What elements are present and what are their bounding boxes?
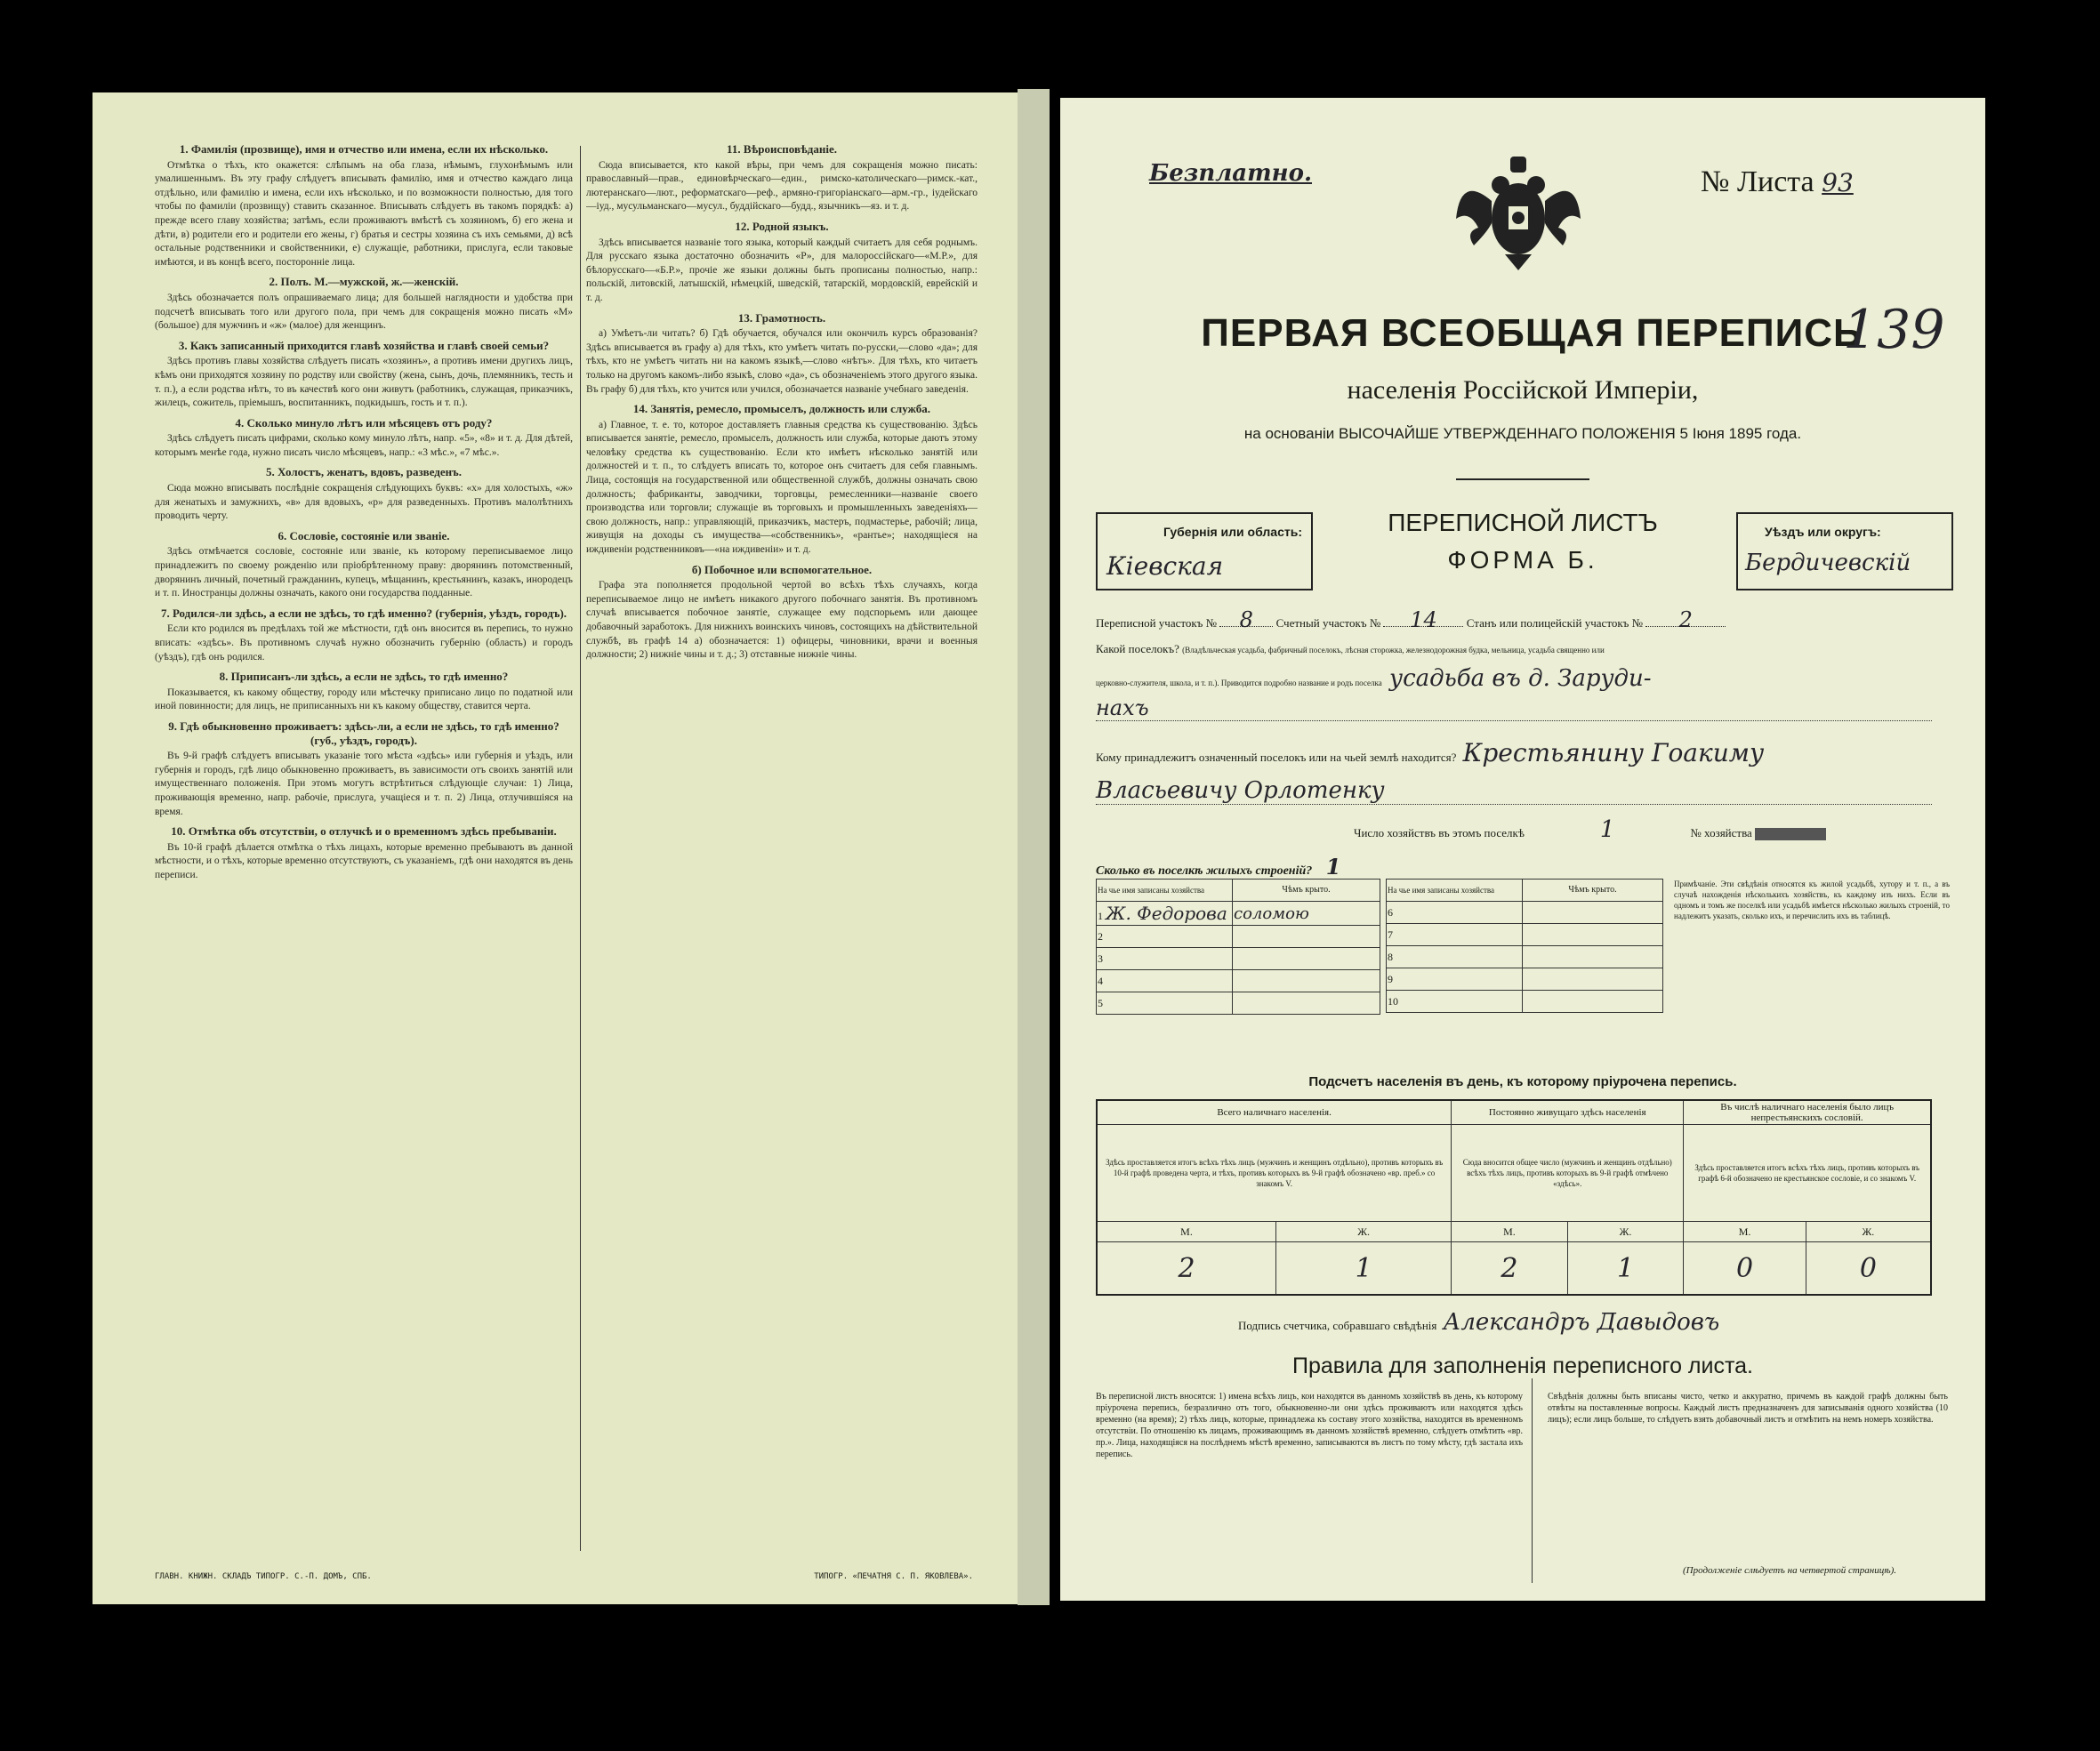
settlement-line: Какой поселокъ? (Владѣльческая усадьба, фабричный поселокъ, лѣсная сторожка, железнодорожная будка, мельница, усадьба священно или (1096, 642, 1605, 655)
owner-line: Кому принадлежитъ означенный поселокъ или на чьей землѣ находится? Крестьянину Гоакиму (1096, 738, 1765, 767)
gubernia-value: Кіевская (1106, 551, 1224, 581)
buildings-line: Сколько въ поселкѣ жилыхъ строеній? 1 (1096, 854, 1341, 880)
instruction-heading: 6. Сословіе, состояніе или званіе. (278, 528, 450, 542)
instruction-text: Здѣсь слѣдуетъ писать цифрами, сколько кому минуло лѣтъ, напр. «5», «8» и т. д. Для дѣтей, которымъ менѣе года, нужно писать число мѣсяцевъ, напр.: «3 мѣс.», «7 мѣс.». (155, 433, 573, 458)
instruction-heading: 3. Какъ записанный приходится главѣ хозяйства и главѣ своей семьи? (178, 338, 550, 352)
instruction-text: Здѣсь обозначается полъ опрашиваемаго лица; для большей наглядности и удобства при подсчетѣ вписывать того или другого пола, при чемъ для сокращенія можно писать «М» (большое) для мужчинъ и «ж» (малое) для женщинъ. (155, 292, 573, 332)
instruction-text: Въ 9-й графѣ слѣдуетъ вписывать указаніе того мѣста «здѣсь» или губернія и уѣздъ, или губернія и городъ, гдѣ лицо обыкновенно проживаетъ, въ зависимости отъ своихъ занятій или имущественнаго положенія. При этомъ могутъ встрѣтиться слѣдующіе случаи: 1) Лица, проживающія временно, напр. рабочіе, прислуга, учащіеся и т. п. 2) Лица, отлучившіяся на время. (155, 751, 573, 817)
left-page (93, 92, 1018, 1604)
buildings-table-left: На чье имя записаны хозяйства Чѣмъ крыто. 1 Ж. Федорова соломою 2 3 4 5 (1096, 879, 1380, 1015)
instruction-heading: 1. Фамилія (прозвище), имя и отчество или имена, если их нѣсколько. (179, 142, 549, 156)
count-cell: 1 (1276, 1242, 1452, 1296)
rules-title: Правила для заполненія переписного листа. (1292, 1353, 1753, 1378)
count-cell: 1 (1567, 1242, 1684, 1296)
uezd-value: Бердичевскій (1745, 550, 1911, 576)
count-title: Подсчетъ населенія въ день, къ которому пріурочена перепись. (1308, 1074, 1737, 1089)
count-cell: 2 (1097, 1242, 1276, 1296)
uezd-box: Уѣздъ или округъ: Бердичевскій (1736, 512, 1953, 590)
police-district-value: 2 (1645, 614, 1726, 627)
redacted-mark (1755, 828, 1826, 840)
instruction-text: Здѣсь отмѣчается сословіе, состояніе или званіе, къ которому переписываемое лицо принадлежитъ по своему рожденію или пріобрѣтенному праву: дворянинъ потомственный, дворянинъ личный, почетный гражданинъ, купецъ, мѣщанинъ, крестьянинъ, казакъ, инородецъ и т. п. Иностранцы должны означать, какого они государства подданные. (155, 546, 573, 599)
owner-value: Крестьянину Гоакиму (1462, 738, 1765, 767)
instruction-heading: 4. Сколько минуло лѣтъ или мѣсяцевъ отъ роду? (235, 415, 493, 430)
double-headed-eagle-emblem (1452, 148, 1585, 272)
households-line: Число хозяйствъ въ этомъ поселкѣ 1 № хозяйства (1354, 816, 1950, 843)
households-value: 1 (1599, 816, 1615, 843)
instruction-text: а) Умѣетъ-ли читать? б) Гдѣ обучается, обучался или окончилъ курсъ образованія? Здѣсь вписывается въ графу а) для тѣхъ, кто умѣетъ читать по-русски,—слово «да»; для тѣхъ, кто не умѣетъ читать ни на какомъ языкѣ,—слово «нѣтъ». Для тѣхъ, кто читаетъ только на другомъ какомъ-либо языкѣ, слово «да», съ обозначеніемъ этого другого языка. Въ графу б) для тѣхъ, кто учится или учился, обозначается названіе учебнаго заведенія. (586, 328, 978, 395)
census-subtitle: населенія Россійской Имперіи, (1347, 375, 1699, 405)
rule (1456, 478, 1589, 480)
instruction-heading: 9. Гдѣ обыкновенно проживаетъ: здѣсь-ли, а если не здѣсь, то гдѣ именно? (губ., уѣздъ, городъ). (168, 719, 559, 747)
sheet-number-label: № Листа 93 (1701, 165, 1854, 198)
instruction-heading: 12. Родной языкъ. (735, 219, 829, 233)
buildings-table-right: На чье имя записаны хозяйства Чѣмъ крыто. 6 7 8 9 10 (1386, 879, 1663, 1013)
instruction-text: Сюда вписывается, кто какой вѣры, при чемъ для сокращенія можно писать: православный—прав., единовѣрческаго—един., римско-католическаго—римск.-кат., лютеранскаго—лют., реформатскаго—реф., армяно-григоріанскаго—арм.-гр., іудейскаго—іуд., мусульманскаго—мусул., буддійскаго—будд., язычникъ—яз. и т. д. (586, 159, 978, 213)
signature-line: Подпись счетчика, собравшаго свѣдѣнія Александръ Давыдовъ (1238, 1309, 1720, 1336)
settlement-value: усадьба въ д. Заруди- (1388, 665, 1652, 692)
instruction-text: Показывается, къ какому обществу, городу или мѣстечку приписано лицо по податной или иной повинности; для лицъ, не приписанныхъ ни къ какому обществу, ставится черта. (155, 687, 573, 712)
instruction-heading: 14. Занятія, ремесло, промыселъ, должность или служба. (632, 402, 931, 416)
count-cell: 2 (1452, 1242, 1568, 1296)
sheet-number-value: 93 (1822, 168, 1854, 197)
buildings-value: 1 (1325, 854, 1341, 880)
footer-left: ГЛАВН. КНИЖН. СКЛАДЪ ТИПОГР. С.-П. ДОМЪ, СПБ. (155, 1572, 372, 1581)
book-gutter (1018, 89, 1050, 1605)
instruction-heading: б) Побочное или вспомогательное. (691, 562, 873, 576)
form-title: ПЕРЕПИСНОЙ ЛИСТЪ ФОРМА Б. (1388, 509, 1658, 574)
count-cell: 0 (1806, 1242, 1931, 1296)
district-line: Переписной участокъ № 8 Счетный участокъ № 14 Станъ или полицейскій участокъ № 2 (1096, 614, 1950, 630)
free-label: Безплатно. (1149, 160, 1312, 187)
census-title: ПЕРВАЯ ВСЕОБЩАЯ ПЕРЕПИСЬ (1201, 311, 1863, 355)
instructions-column-left (155, 137, 573, 1560)
buildings-note: Примѣчаніе. Эти свѣдѣнія относятся къ жилой усадьбѣ, хутору и т. п., а въ случаѣ нахожденія нѣсколькихъ хозяйствъ, къ каждому изъ нихъ. Если въ одномъ и томъ же поселкѣ или усадьбѣ имѣется нѣсколько жилыхъ строеній, то надлежитъ указать, сколько ихъ, и перечислить ихъ въ таблицѣ. (1674, 880, 1950, 920)
instruction-text: Если кто родился въ предѣлахъ той же мѣстности, гдѣ онъ вносится въ перепись, то нужно вписать: «здѣсь». Въ противномъ случаѣ нужно обозначить губернію (область) и городъ (уѣздъ), гдѣ онъ родился. (155, 623, 573, 663)
instruction-heading: 7. Родился-ли здѣсь, а если не здѣсь, то гдѣ именно? (губернія, уѣздъ, городъ). (160, 606, 567, 620)
gubernia-box: Губернія или область: Кіевская (1096, 512, 1313, 590)
instruction-text: Отмѣтка о тѣхъ, кто окажется: слѣпымъ на оба глаза, нѣмымъ, глухонѣмымъ или умалишеннымъ. Въ эту графу слѣдуетъ вписывать фамилію, имя и отчество каждаго лица отдѣльно, или фамилію и имена, если ихъ нѣсколько, и по возможности полностью, для того чтобы по фамиліи (прозвищу) ставить сказанное. Вписывать слѣдуетъ въ такомъ порядкѣ: а) прежде всего главу хозяйства; затѣмъ, если проживаютъ вмѣстѣ съ хозяиномъ, б) его жена и дѣти, в) родители его и родители его жены, г) братья и сестры хозяина съ ихъ семьями, д) всѣ остальные родственники и свойственники, е) служащіе, работники, прислуга, если таковые имѣются, и въ концѣ всего, посторонніе лица. (155, 159, 573, 268)
roof-cell: соломою (1233, 902, 1380, 926)
owner-value-2: Власьевичу Орлотенку (1096, 777, 1932, 805)
instruction-heading: 13. Грамотность. (737, 310, 826, 325)
instruction-heading: 10. Отмѣтка объ отсутствіи, о отлучкѣ и о временномъ здѣсь пребываніи. (171, 824, 557, 839)
census-form-page (1060, 98, 1985, 1601)
continuation-note: (Продолженіе слѣдуетъ на четвертой страницѣ). (1683, 1565, 1896, 1576)
instructions-column-right (586, 137, 978, 1560)
rules-text-left: Въ переписной листъ вносятся: 1) имена всѣхъ лицъ, кои находятся въ данномъ хозяйствѣ въ день, къ которому пріурочена перепись, безразлично отъ того, обыкновенно-ли они здѣсь проживаютъ или находятся здѣсь временно (на время); 2) тѣхъ лицъ, которые, принадлежа къ составу этого хозяйства, находятся въ временномъ отсутствіи. По отношенію къ лицамъ, проживающимъ въ данномъ хозяйствѣ временно, слѣдуетъ отмѣтить «вр. пр.». Лица, находящіяся на послѣднемъ мѣстѣ временно, записываются въ листъ по тому мѣсту, гдѣ застала ихъ перепись. (1096, 1392, 1523, 1459)
census-basis: на основаніи ВЫСОЧАЙШЕ УТВЕРЖДЕННАГО ПОЛОЖЕНІЯ 5 Іюня 1895 года. (1243, 425, 1802, 442)
rules-text-right: Свѣдѣнія должны быть вписаны чисто, четко и аккуратно, причемъ въ каждой графѣ должны быть отвѣты на поставленные вопросы. Каждый листъ предназначенъ для записыванія одного хозяйства (10 лицъ); если лицъ больше, то слѣдуетъ взять добавочный листъ и отмѣтить на немъ номеръ хозяйства. (1548, 1392, 1948, 1425)
instruction-text: Здѣсь противъ главы хозяйства слѣдуетъ писать «хозяинъ», а противъ имени другихъ лицъ, кѣмъ они приходятся хозяину по родству или свойству (жена, сынъ, дочь, племянникъ, тесть и т. п.), а если родства нѣтъ, то въ качествѣ кого они живутъ (работникъ, служащая, приказчикъ, жилецъ, сожитель, пріемышъ, воспитанникъ, подкидышъ, гость и т. п.). (155, 356, 573, 409)
instruction-text: Здѣсь вписывается названіе того языка, который каждый считаетъ для себя роднымъ. Для русскаго языка достаточно обозначить «Р», для малороссійскаго—«М.Р.», для бѣлорусскаго—«Б.Р.», прочіе же языки должны быть прописаны полностью, напр.: польскій, литовскій, латышскій, нѣмецкій, шведскій, татарскій, мордовскій, еврейскій и т. д. (586, 237, 978, 303)
instruction-heading: 5. Холостъ, женатъ, вдовъ, разведенъ. (266, 465, 462, 479)
instruction-heading: 11. Вѣроисповѣданіе. (727, 142, 837, 156)
column-divider (580, 146, 581, 1551)
instruction-heading: 2. Полъ. М.—мужской, ж.—женскій. (269, 275, 459, 289)
settlement-value-2: нахъ (1096, 695, 1932, 721)
settlement-line-2: церковно-служителя, школа, и т. п.). Приводится подробно название и родъ поселка усадьба въ д. Заруди- (1096, 665, 1652, 692)
count-district-value: 14 (1383, 614, 1463, 627)
instruction-text: Графа эта пополняется продольной чертой во всѣхъ тѣхъ случаяхъ, когда переписываемое лицо не имѣетъ никакого другого побочнаго занятія. Въ противномъ случаѣ вписывается побочное занятіе, служащее ему подспорьемъ или дающее добавочный заработокъ. Для нижнихъ воинскихъ чиновъ, состоящихъ на дѣйствительной службѣ, въ графѣ 14 а) обозначается: 1) офицеры, чиновники, врачи и военныя должности; 2) нижніе чины и т. д.; 3) отставные нижніе чины. (586, 580, 978, 661)
signature-value: Александръ Давыдовъ (1443, 1309, 1720, 1336)
census-district-value: 8 (1219, 614, 1273, 627)
footer-right: ТИПОГР. «ПЕЧАТНЯ С. П. ЯКОВЛЕВА». (814, 1572, 973, 1581)
owner-name-cell: Ж. Федорова (1106, 903, 1227, 924)
count-cell: 0 (1684, 1242, 1806, 1296)
rules-divider (1532, 1378, 1533, 1583)
instruction-heading: 8. Приписанъ-ли здѣсь, а если не здѣсь, то гдѣ именно? (219, 670, 509, 684)
population-count-table: Всего наличнаго населенія. Постоянно живущаго здѣсь населенія Въ числѣ наличнаго населенія было лицъ непрестьянскихъ сословій. Здѣсь проставляется итогъ всѣхъ тѣхъ лицъ (мужчинъ и женщинъ отдѣльно), противъ которыхъ въ 10-й графѣ проведена черта, и тѣхъ, противъ которыхъ въ 9-й графѣ обозначено «вр. преб.» со знакомъ V. Сюда вносится общее число (мужчинъ и женщинъ отдѣльно) всѣхъ тѣхъ лицъ, противъ которыхъ въ 9-й графѣ отмѣчено «здѣсь». Здѣсь проставляется итогъ всѣхъ тѣхъ лицъ, противъ которыхъ въ графѣ 6-й обозначено не крестьянское сословіе, и со знакомъ V. М. Ж. М. Ж. М. Ж. 2 1 2 1 0 0 (1096, 1099, 1932, 1296)
handwritten-number: 139 (1843, 299, 1945, 361)
instruction-text: Въ 10-й графѣ дѣлается отмѣтка о тѣхъ лицахъ, которые временно пребываютъ въ данной мѣстности, и о тѣхъ, которые временно отсутствуютъ, съ указаніемъ, гдѣ они находятся въ день переписи. (155, 841, 573, 880)
instruction-text: Сюда можно вписывать послѣдніе сокращенія слѣдующихъ буквъ: «х» для холостыхъ, «ж» для женатыхъ и замужнихъ, «в» для вдовыхъ, «р» для разведенныхъ. Противъ малолѣтнихъ проводить черту. (155, 483, 573, 522)
instruction-text: а) Главное, т. е. то, которое доставляетъ главныя средства къ существованію. Здѣсь вписывается занятіе, ремесло, промыселъ, должность или служба, которые даютъ этому человѣку средства къ существованію. Если кто имѣетъ нѣсколько занятій или должностей и т. п., то слѣдуетъ вписать то, которое онъ считаетъ для себя главнымъ. Лица, состоящія на государственной или общественной службѣ, должны означать свою должность; фабриканты, заводчики, торговцы, ремесленники—названіе своего производства или торговли; служащіе въ торговыхъ и промышленныхъ заведеніяхъ—свою должность, напр.: управляющій, приказчикъ, мастеръ, подмастерье, рабочій; лица, живущія на доходы съ имущества—«собственникъ», «рантье»; находящіеся на иждивеніи родственниковъ—«на иждивеніи» и т. д. (586, 419, 978, 556)
